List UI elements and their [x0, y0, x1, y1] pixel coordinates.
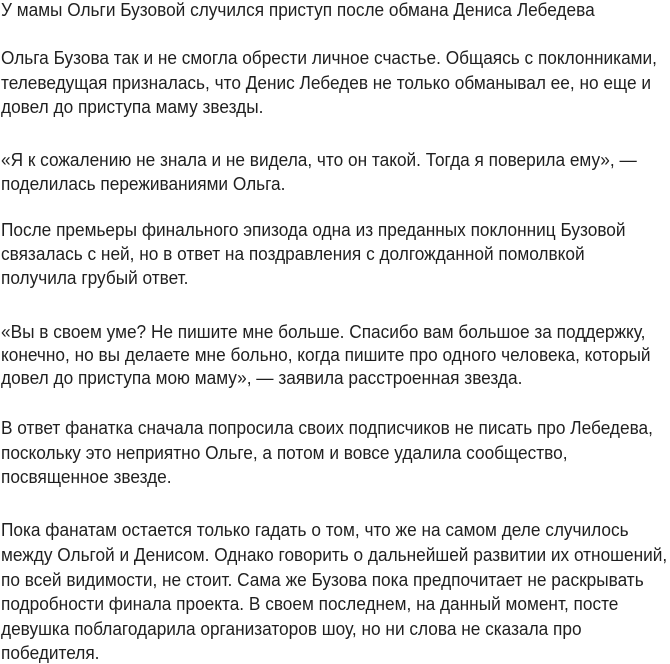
paragraph-5-line-3: посвященное звезде.: [1, 467, 172, 487]
paragraph-5-line-1: В ответ фанатка сначала попросила своих подписчиков не писать про Лебедева,: [1, 418, 653, 438]
paragraph-3-line-3: получила грубый ответ.: [1, 268, 189, 288]
paragraph-4-line-2: конечно, но вы делаете мне больно, когда пишите про одного человека, который: [1, 345, 651, 365]
paragraph-2-line-1: «Я к сожалению не знала и не видела, что он такой. Тогда я поверила ему», —: [1, 150, 637, 170]
paragraph-6-line-2: между Ольгой и Денисом. Однако говорить о дальнейшей развитии их отношений,: [1, 545, 668, 565]
paragraph-6-line-3: по всей видимости, не стоит. Сама же Бузова пока предпочитает не раскрывать: [1, 570, 644, 590]
paragraph-1-line-2: телеведущая призналась, что Денис Лебедев не только обманывал ее, но еще и: [1, 73, 651, 93]
paragraph-6-line-6: победителя.: [1, 643, 100, 663]
paragraph-5-line-2: поскольку это неприятно Ольге, а потом и вовсе удалила сообщество,: [1, 443, 568, 463]
paragraph-3-line-2: связалась с ней, но в ответ на поздравления с долгожданной помолвкой: [1, 244, 585, 264]
paragraph-4-line-1: «Вы в своем уме? Не пишите мне больше. Спасибо вам большое за поддержку,: [1, 322, 646, 342]
paragraph-1-line-3: довел до приступа маму звезды.: [1, 97, 264, 117]
paragraph-2-line-2: поделилась переживаниями Ольга.: [1, 174, 286, 194]
article-title: У мамы Ольги Бузовой случился приступ после обмана Дениса Лебедева: [1, 0, 595, 20]
paragraph-3-line-1: После премьеры финального эпизода одна из преданных поклонниц Бузовой: [1, 220, 626, 240]
paragraph-6-line-1: Пока фанатам остается только гадать о том, что же на самом деле случилось: [1, 520, 629, 540]
paragraph-6-line-5: девушка поблагодарила организаторов шоу, но ни слова не сказала про: [1, 619, 582, 639]
paragraph-4-line-3: довел до приступа мою маму», — заявила расстроенная звезда.: [1, 368, 523, 388]
paragraph-6-line-4: подробности финала проекта. В своем последнем, на данный момент, посте: [1, 594, 619, 614]
paragraph-1-line-1: Ольга Бузова так и не смогла обрести личное счастье. Общаясь с поклонниками,: [1, 48, 657, 68]
